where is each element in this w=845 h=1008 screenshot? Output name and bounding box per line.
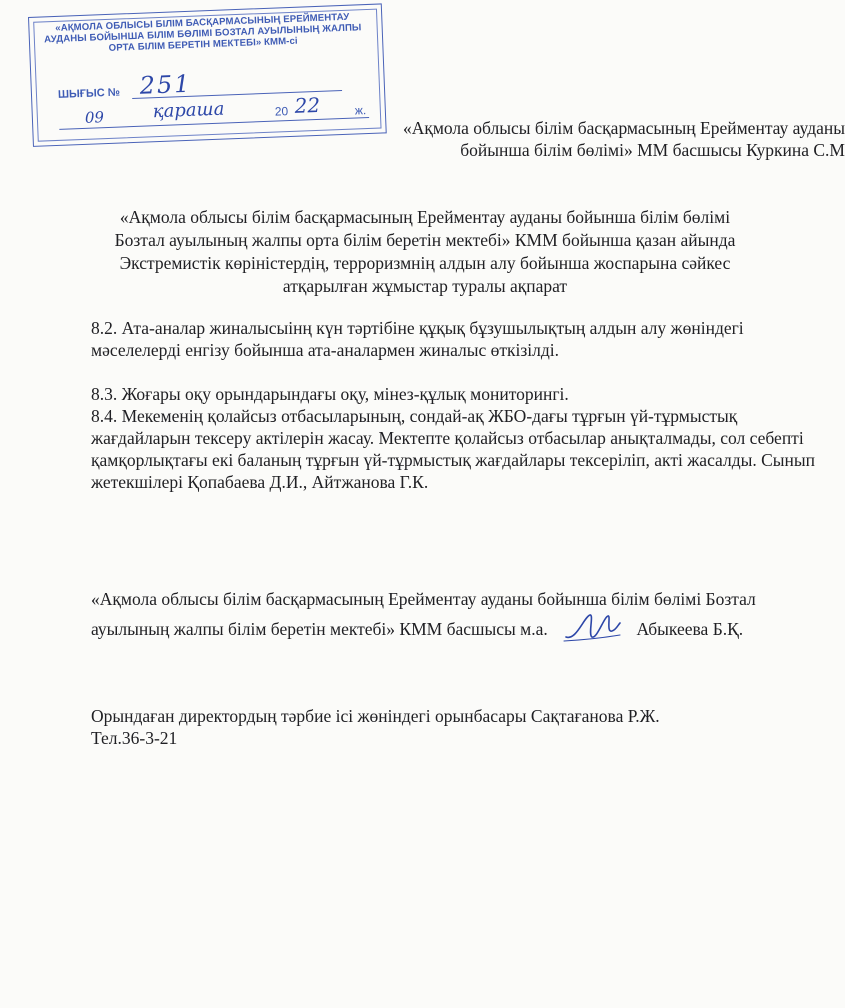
- stamp-outgoing-label: ШЫҒЫС №: [57, 86, 121, 101]
- signature-line-1: «Ақмола облысы білім басқармасының Ерейментау ауданы бойынша білім бөлімі Бозтал: [91, 589, 756, 609]
- signature-block: [91, 588, 845, 645]
- title-line-2: Бозтал ауылының жалпы орта білім беретін мектебі» КММ бойынша қазан айында: [114, 230, 736, 250]
- executor-line: Орындаған директордың тәрбие ісі жөніндегі орынбасары Сақтағанова Р.Ж.: [91, 706, 660, 726]
- stamp-day: 09: [84, 108, 105, 127]
- handwritten-signature-icon: [562, 611, 622, 645]
- stamp-month: қараша: [152, 98, 225, 123]
- title-line-4: атқарылған жұмыстар туралы ақпарат: [282, 276, 568, 296]
- signature-role: ауылының жалпы білім беретін мектебі» КММ басшысы м.а.: [91, 619, 548, 639]
- stamp-year-handwritten: 22: [294, 92, 321, 118]
- signature-line-2: [91, 611, 743, 645]
- document-body: [91, 317, 831, 493]
- item-8-2: 8.2. Ата-аналар жиналысыінң күн тәртібіне құқық бұзушылықтың алдын алу жөніндегі мәселелерді енгізу бойынша ата-аналармен жиналыс өткізілді.: [91, 318, 744, 360]
- executor-phone: Тел.36-3-21: [91, 728, 178, 748]
- title-line-1: «Ақмола облысы білім басқармасының Ерейментау ауданы бойынша білім бөлімі: [119, 207, 731, 227]
- addressee-block: [245, 117, 845, 161]
- title-line-3: Экстремистік көріністердің, терроризмнің алдын алу бойынша жоспарына сәйкес: [119, 253, 731, 273]
- item-8-3: 8.3. Жоғары оқу орындарындағы оқу, мінез-құлық мониторингі.: [91, 384, 569, 404]
- addressee-line-2: бойынша білім бөлімі» ММ басшысы Куркина С.М: [460, 140, 845, 160]
- paragraph-gap: [91, 361, 831, 383]
- executor-block: [91, 705, 811, 749]
- stamp-year-prefix: 20: [274, 104, 289, 119]
- signature-name: Абыкеева Б.Қ.: [636, 619, 744, 639]
- stamp-outgoing-number: 251: [139, 69, 193, 100]
- stamp-organization: «АҚМОЛА ОБЛЫСЫ БІЛІМ БАСҚАРМАСЫНЫҢ ЕРЕЙМЕНТАУ АУДАНЫ БОЙЫНША БІЛІМ БӨЛІМІ БОЗТАЛ АУЫЛЫНЫҢ ЖАЛПЫ ОРТА БІЛІМ БЕРЕТІН МЕКТЕБІ» КММ-сі: [43, 11, 362, 54]
- stamp-year-suffix: ж.: [354, 103, 367, 118]
- item-8-4: 8.4. Мекеменің қолайсыз отбасыларының, сондай-ақ ЖБО-дағы тұрғын үй-тұрмыстық жағдайларын тексеру актілерін жасау. Мектепте қолайсыз отбасылар анықталмады, сол себепті қамқорлықтағы екі баланың тұрғын үй-тұрмыстық жағдайлары тексеріліп, акті жасалды. Сынып жетекшілері Қопабаева Д.И., Айтжанова Г.К.: [91, 406, 816, 492]
- document-title: [75, 206, 775, 298]
- addressee-line-1: «Ақмола облысы білім басқармасының Ереймeнтау ауданы: [402, 118, 845, 138]
